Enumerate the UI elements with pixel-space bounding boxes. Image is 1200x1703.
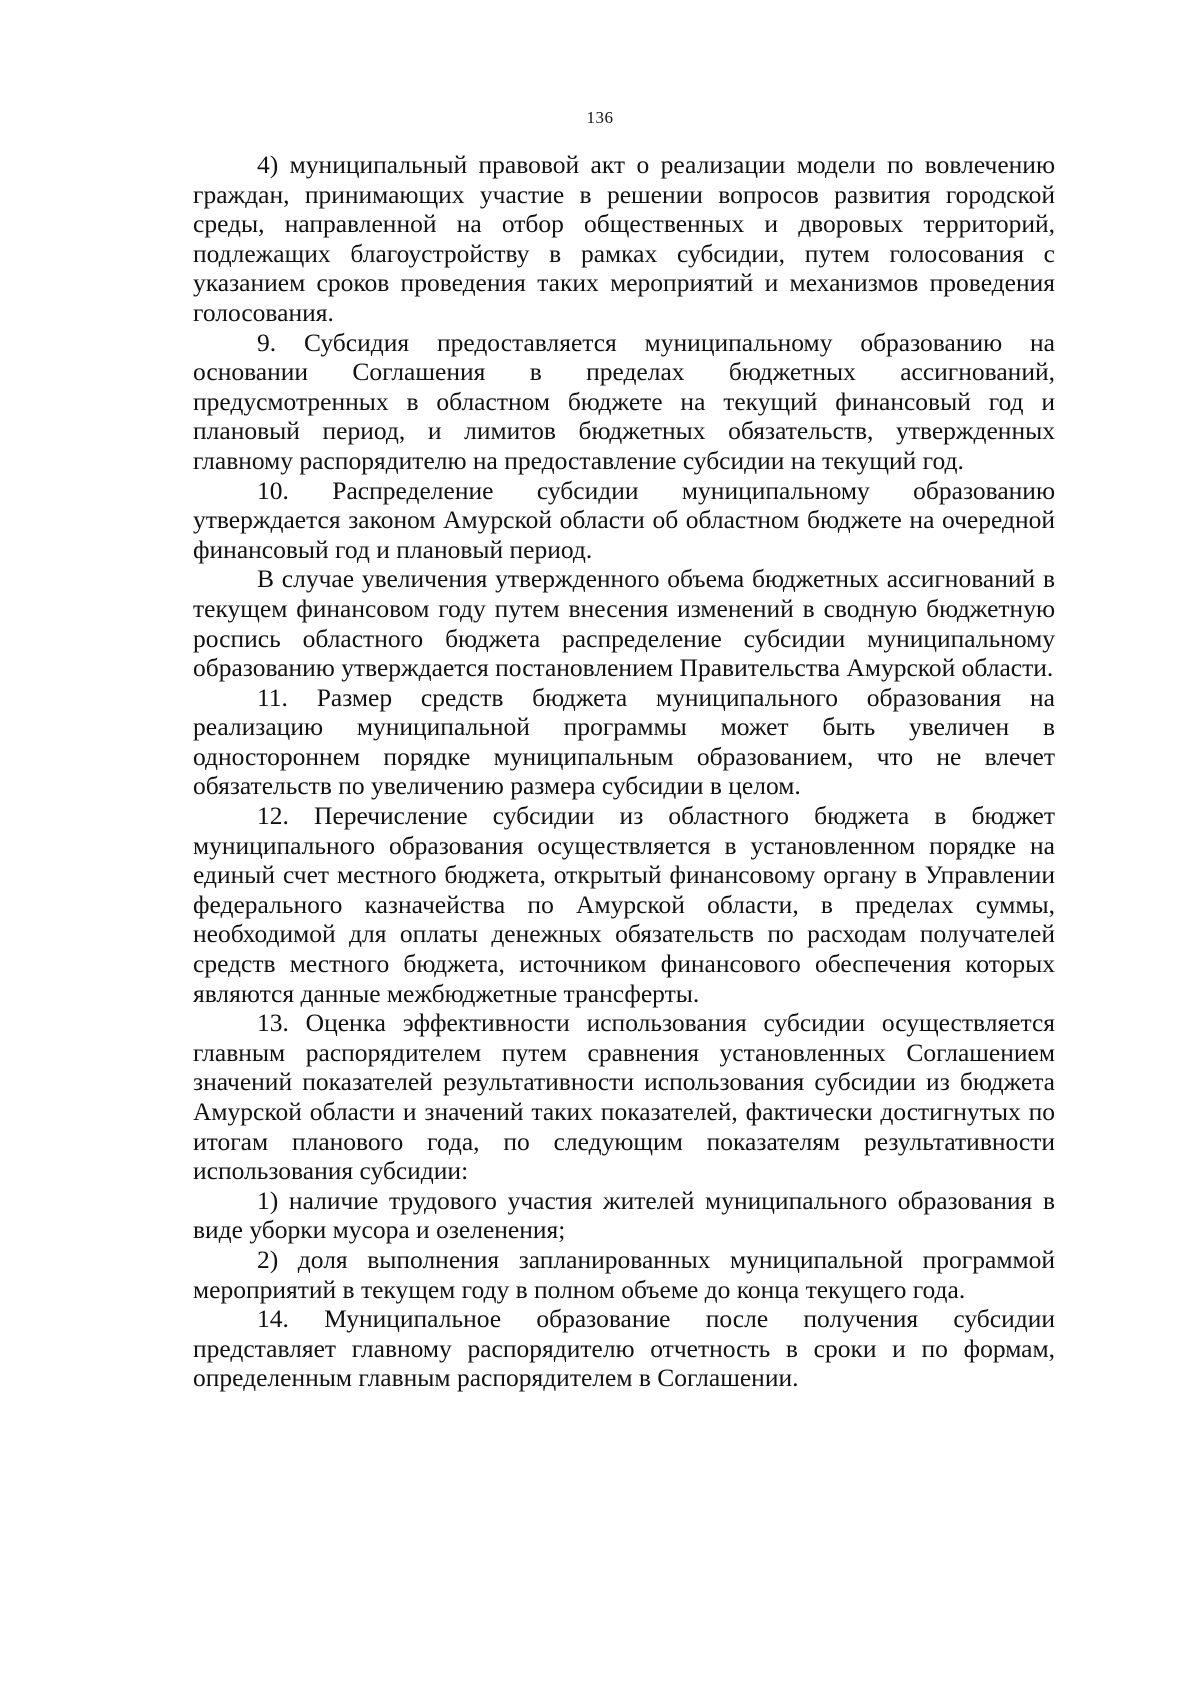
- page-number: 136: [586, 108, 614, 127]
- paragraph-clause-11: 11. Размер средств бюджета муниципального образования на реализацию муниципальной программы может быть увеличен в одностороннем порядке муниципальным образованием, что не влечет обязательств по увеличению размера субсидии в целом.: [193, 682, 1055, 801]
- paragraph-clause-12: 12. Перечисление субсидии из областного бюджета в бюджет муниципального образования осуществляется в установленном порядке на единый счет местного бюджета, открытый финансовому органу в Управлении федерального казначейства по Амурской области, в пределах суммы, необходимой для оплаты денежных обязательств по расходам получателей средств местного бюджета, источником финансового обеспечения которых являются данные межбюджетные трансферты.: [193, 801, 1055, 1008]
- paragraph-clause-9: 9. Субсидия предоставляется муниципальному образованию на основании Соглашения в пределах бюджетных ассигнований, предусмотренных в областном бюджете на текущий финансовый год и плановый период, и лимитов бюджетных обязательств, утвержденных главному распорядителю на предоставление субсидии на текущий год.: [193, 327, 1055, 475]
- paragraph-clause-10: 10. Распределение субсидии муниципальному образованию утверждается законом Амурской области об областном бюджете на очередной финансовый год и плановый период.: [193, 475, 1055, 564]
- paragraph-indicator-1: 1) наличие трудового участия жителей муниципального образования в виде уборки мусора и озеленения;: [193, 1185, 1055, 1245]
- paragraph-clause-13: 13. Оценка эффективности использования субсидии осуществляется главным распорядителем путем сравнения установленных Соглашением значений показателей результативности использования субсидии из бюджета Амурской области и значений таких показателей, фактически достигнутых по итогам планового года, по следующим показателям результативности использования субсидии:: [193, 1008, 1055, 1186]
- paragraph-indicator-2: 2) доля выполнения запланированных муниципальной программой мероприятий в текущем году в полном объеме до конца текущего года.: [193, 1244, 1055, 1304]
- document-body: [193, 150, 1055, 1393]
- paragraph-clause-14: 14. Муниципальное образование после получения субсидии представляет главному распорядителю отчетность в сроки и по формам, определенным главным распорядителем в Соглашении.: [193, 1304, 1055, 1393]
- paragraph-item-4: 4) муниципальный правовой акт о реализации модели по вовлечению граждан, принимающих участие в решении вопросов развития городской среды, направленной на отбор общественных и дворовых территорий, подлежащих благоустройству в рамках субсидии, путем голосования с указанием сроков проведения таких мероприятий и механизмов проведения голосования.: [193, 150, 1055, 327]
- paragraph-clause-10-continued: В случае увеличения утвержденного объема бюджетных ассигнований в текущем финансовом году путем внесения изменений в сводную бюджетную роспись областного бюджета распределение субсидии муниципальному образованию утверждается постановлением Правительства Амурской области.: [193, 564, 1055, 683]
